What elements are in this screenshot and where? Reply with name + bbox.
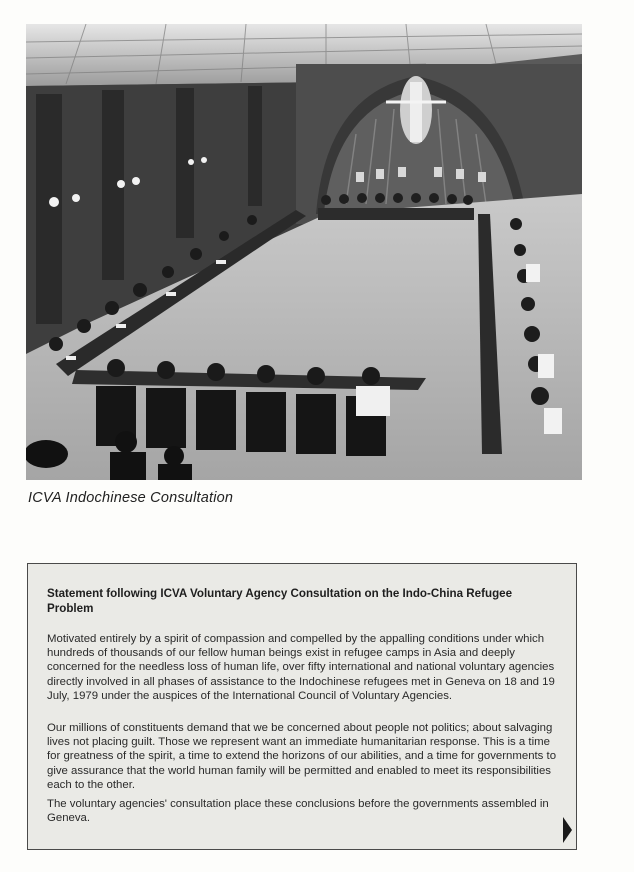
statement-paragraph-3: The voluntary agencies' consultation place these conclusions before the governments assembled in Geneva. xyxy=(47,798,549,825)
conference-photo xyxy=(26,24,582,480)
statement-paragraph-1: Motivated entirely by a spirit of compassion and compelled by the appalling conditions under which hundreds of thousands of our fellow human beings exist in refugee camps in Asia and deeply concerned for the needless loss of human life, over fifty international and national voluntary agencies directly involved in all phases of assistance to the Indochinese refugees met in Geneva on 18 and 19 July, 1979 under the auspices of the International Council of Voluntary Agencies. xyxy=(47,633,555,702)
photo-caption: ICVA Indochinese Consultation xyxy=(28,490,234,506)
statement-paragraph-2: Our millions of constituents demand that we be concerned about people not politics; about salvaging lives not placing guilt. Those we represent want an immediate humanitarian response. This is a time for greatness of the spirit, a time to extend the horizons of our abilities, and a time for governments to give assurance that the world human family will be permitted and enabled to meet its responsibilities each to the other. xyxy=(47,722,557,791)
statement-box xyxy=(27,563,577,850)
statement-title: Statement following ICVA Voluntary Agency Consultation on the Indo-China Refugee Problem xyxy=(47,587,513,615)
conference-hall-illustration xyxy=(26,24,582,480)
triangle-right-icon xyxy=(563,817,572,843)
